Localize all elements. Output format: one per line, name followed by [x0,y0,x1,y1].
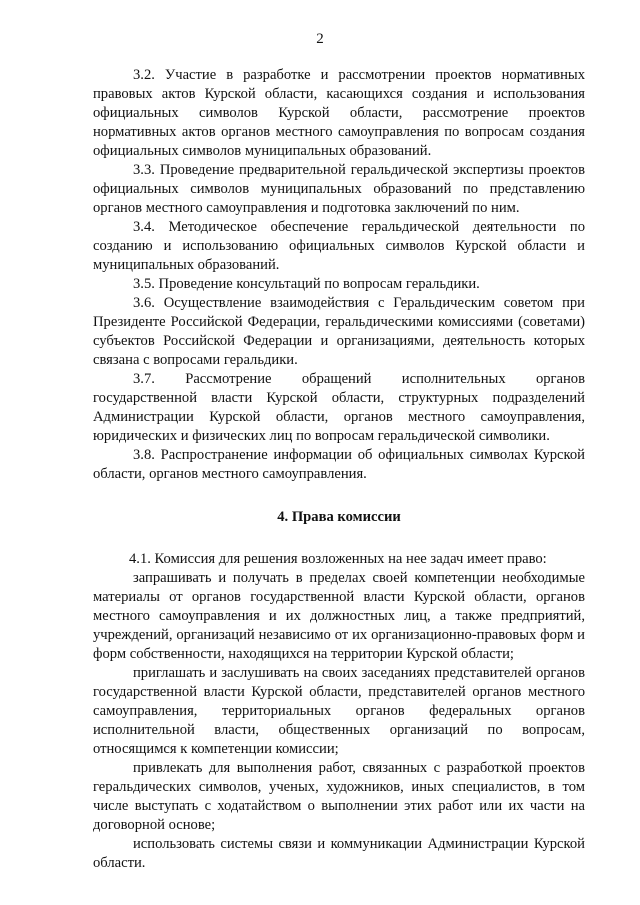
item-3-6: 3.6. Осуществление взаимодействия с Геральдическим советом при Президенте Российской Федерации, геральдическими комиссиями (советами) субъектов Российской Федерации и организациями, деятельность которых связана с вопросами геральдики. [93,295,585,368]
document-body [93,66,585,873]
item-3-4: 3.4. Методическое обеспечение геральдической деятельности по созданию и использованию официальных символов Курской области и муниципальных образований. [93,219,585,273]
item-3-3: 3.3. Проведение предварительной геральдической экспертизы проектов официальных символов муниципальных образований по представлению органов местного самоуправления и подготовка заключений по ним. [93,162,585,216]
page-number: 2 [316,31,324,47]
right-invite-representatives: приглашать и заслушивать на своих заседаниях представителей органов государственной власти Курской области, представителей органов местного самоуправления, территориальных органов федеральных органов исполнительной власти, общественных организаций по вопросам, относящимся к компетенции комиссии; [93,665,585,757]
item-4-1: 4.1. Комиссия для решения возложенных на нее задач имеет право: [129,551,547,567]
item-3-2: 3.2. Участие в разработке и рассмотрении проектов нормативных правовых актов Курской области, касающихся создания и использования официальных символов Курской области, рассмотрение проектов нормативных актов органов местного самоуправления по вопросам создания официальных символов муниципальных образований. [93,67,585,159]
right-use-communications: использовать системы связи и коммуникации Администрации Курской области. [93,836,585,871]
item-3-5: 3.5. Проведение консультаций по вопросам геральдики. [133,276,480,292]
right-engage-specialists: привлекать для выполнения работ, связанных с разработкой проектов геральдических символов, ученых, художников, иных специалистов, в том числе выступать с ходатайством о выполнении этих работ или их части на договорной основе; [93,760,585,833]
section-title: 4. Права комиссии [277,509,401,525]
right-request-materials: запрашивать и получать в пределах своей компетенции необходимые материалы от органов государственной власти Курской области, органов местного самоуправления и их должностных лиц, а также предприятий, учреждений, организаций независимо от их организационно-правовых форм и форм собственности, находящихся на территории Курской области; [93,570,585,662]
item-3-8: 3.8. Распространение информации об официальных символах Курской области, органов местного самоуправления. [93,447,585,482]
item-3-7: 3.7. Рассмотрение обращений исполнительных органов государственной власти Курской области, структурных подразделений Администрации Курской области, органов местного самоуправления, юридических и физических лиц по вопросам геральдической символики. [93,371,585,444]
